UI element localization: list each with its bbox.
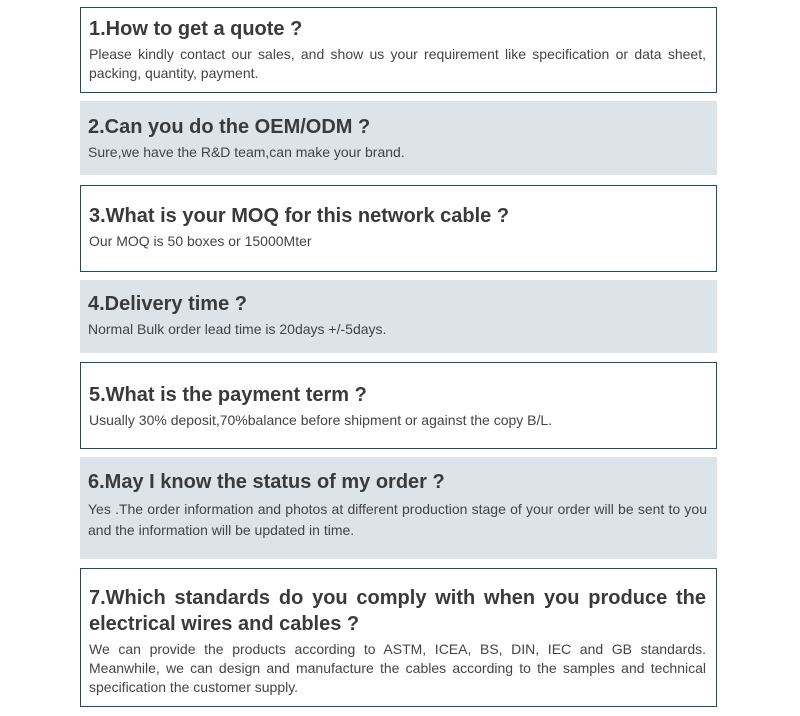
- faq-answer: Normal Bulk order lead time is 20days +/-5days.: [88, 321, 387, 337]
- faq-item-order-status: [80, 457, 717, 559]
- faq-answer: We can provide the products according to ASTM, ICEA, BS, DIN, IEC and GB standards. Meanwhile, we can design and manufacture the cables according to the samples and technical specification the customer supply.: [89, 641, 706, 695]
- faq-answer: Usually 30% deposit,70%balance before shipment or against the copy B/L.: [89, 412, 553, 428]
- faq-answer: Please kindly contact our sales, and show us your requirement like specification or data sheet, packing, quantity, payment.: [89, 46, 706, 81]
- faq-answer: Yes .The order information and photos at different production stage of your order will be sent to you and the information will be updated in time.: [88, 501, 707, 538]
- faq-answer: Sure,we have the R&D team,can make your brand.: [88, 144, 405, 160]
- faq-question: 2.Can you do the OEM/ODM ?: [88, 116, 371, 138]
- faq-item-payment-term: [80, 362, 717, 449]
- faq-answer: Our MOQ is 50 boxes or 15000Mter: [89, 233, 312, 249]
- faq-question: 3.What is your MOQ for this network cable ?: [89, 205, 510, 227]
- faq-item-quote: [80, 7, 717, 93]
- faq-question: 4.Delivery time ?: [88, 293, 247, 315]
- faq-question: 1.How to get a quote ?: [89, 18, 303, 40]
- faq-item-delivery-time: [80, 280, 717, 353]
- faq-item-moq: [80, 185, 717, 272]
- faq-item-oem-odm: [80, 101, 717, 175]
- faq-item-standards: [80, 568, 717, 707]
- faq-question: 6.May I know the status of my order ?: [88, 471, 445, 493]
- faq-question: 5.What is the payment term ?: [89, 384, 367, 406]
- faq-question: 7.Which standards do you comply with when you produce the electrical wires and cables ?: [89, 587, 706, 635]
